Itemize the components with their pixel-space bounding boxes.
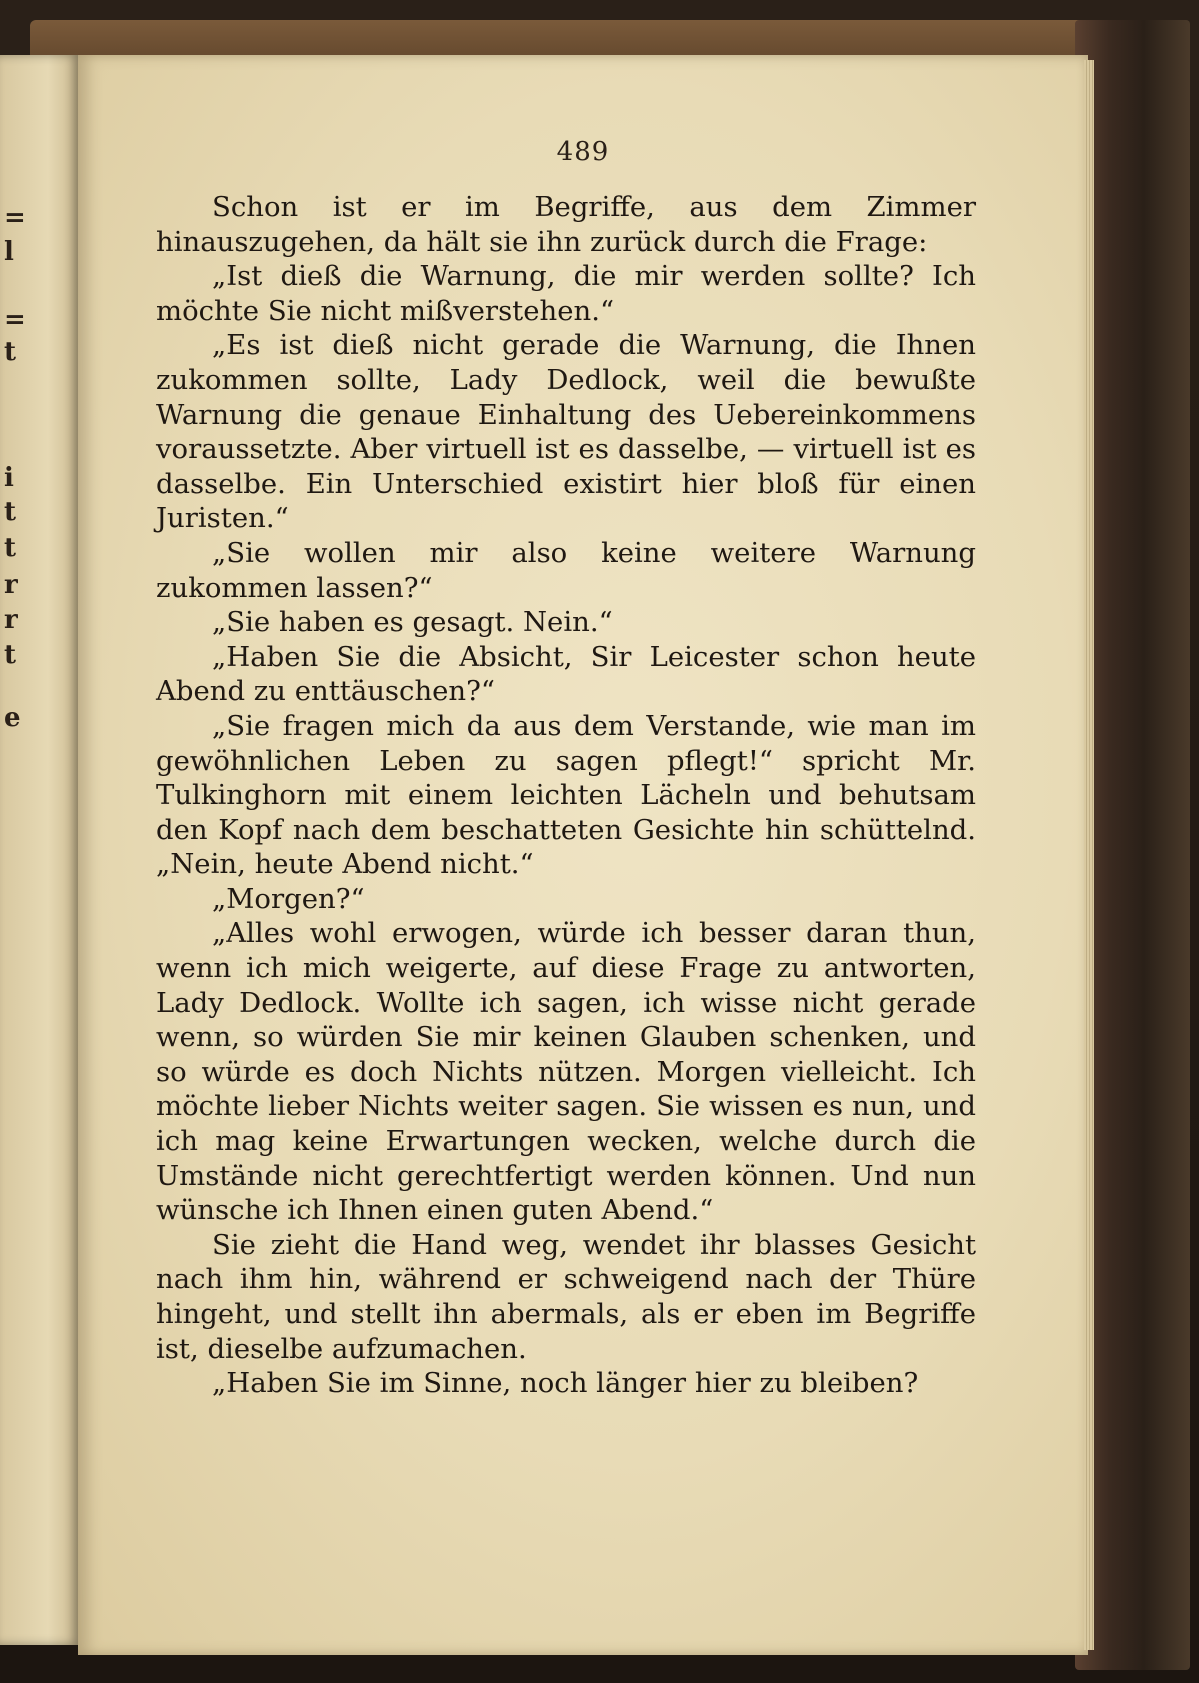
paragraph: „Sie fragen mich da aus dem Verstande, wie man im gewöhnlichen Leben zu sagen pflegt!“ spricht Mr. Tulkinghorn mit einem leichten Lächeln und behutsam den Kopf nach dem beschatteten Gesichte hin schüttelnd. „Nein, heute Abend nicht.“: [156, 709, 976, 881]
left-page-mark: t: [4, 640, 17, 670]
paragraph: Sie zieht die Hand weg, wendet ihr blasses Gesicht nach ihm hin, während er schweigend nach der Thüre hingeht, und stellt ihn abermals, als er eben im Begriffe ist, dieselbe aufzumachen.: [156, 1228, 976, 1365]
page-number: 489: [556, 137, 610, 167]
page-text: [156, 190, 976, 1401]
paragraph: „Sie wollen mir also keine weitere Warnung zukommen lassen?“: [156, 536, 976, 604]
left-page-mark: t: [4, 497, 17, 527]
paragraph: „Ist dieß die Warnung, die mir werden sollte? Ich möchte Sie nicht mißverstehen.“: [156, 260, 976, 327]
page-stack-edge: [1084, 60, 1094, 1650]
left-page-mark: t: [4, 337, 17, 367]
left-page-mark: r: [4, 605, 18, 635]
left-page-mark: =: [4, 305, 26, 335]
paragraph: Schon ist er im Begriffe, aus dem Zimmer hinauszugehen, da hält sie ihn zurück durch die Frage:: [156, 191, 976, 258]
left-page-edge: [0, 55, 80, 1645]
paragraph: „Haben Sie die Absicht, Sir Leicester schon heute Abend zu enttäuschen?“: [156, 640, 976, 708]
paragraph: „Haben Sie im Sinne, noch länger hier zu bleiben?: [212, 1367, 919, 1400]
left-page-mark: i: [4, 463, 14, 493]
paragraph: „Es ist dieß nicht gerade die Warnung, die Ihnen zukommen sollte, Lady Dedlock, weil die bewußte Warnung die genaue Einhaltung des Uebereinkommens voraussetzte. Aber virtuell ist es dasselbe, — virtuell ist es dasselbe. Ein Unterschied existirt hier bloß für einen Juristen.“: [156, 329, 976, 535]
left-page-mark: l: [4, 237, 14, 267]
left-page-mark: r: [4, 570, 18, 600]
paragraph: „Sie haben es gesagt. Nein.“: [212, 606, 613, 639]
left-page-mark: e: [4, 703, 21, 733]
left-page-mark: =: [4, 203, 26, 233]
book-page: [78, 55, 1088, 1655]
left-page-mark: t: [4, 533, 17, 563]
paragraph: „Morgen?“: [212, 882, 365, 915]
paragraph: „Alles wohl erwogen, würde ich besser daran thun, wenn ich mich weigerte, auf diese Frage zu antworten, Lady Dedlock. Wollte ich sagen, ich wisse nicht gerade wenn, so würden Sie mir keinen Glauben schenken, und so würde es doch Nichts nützen. Morgen vielleicht. Ich möchte lieber Nichts weiter sagen. Sie wissen es nun, und ich mag keine Erwartungen wecken, welche durch die Umstände nicht gerechtfertigt werden können. Und nun wünsche ich Ihnen einen guten Abend.“: [156, 917, 976, 1227]
